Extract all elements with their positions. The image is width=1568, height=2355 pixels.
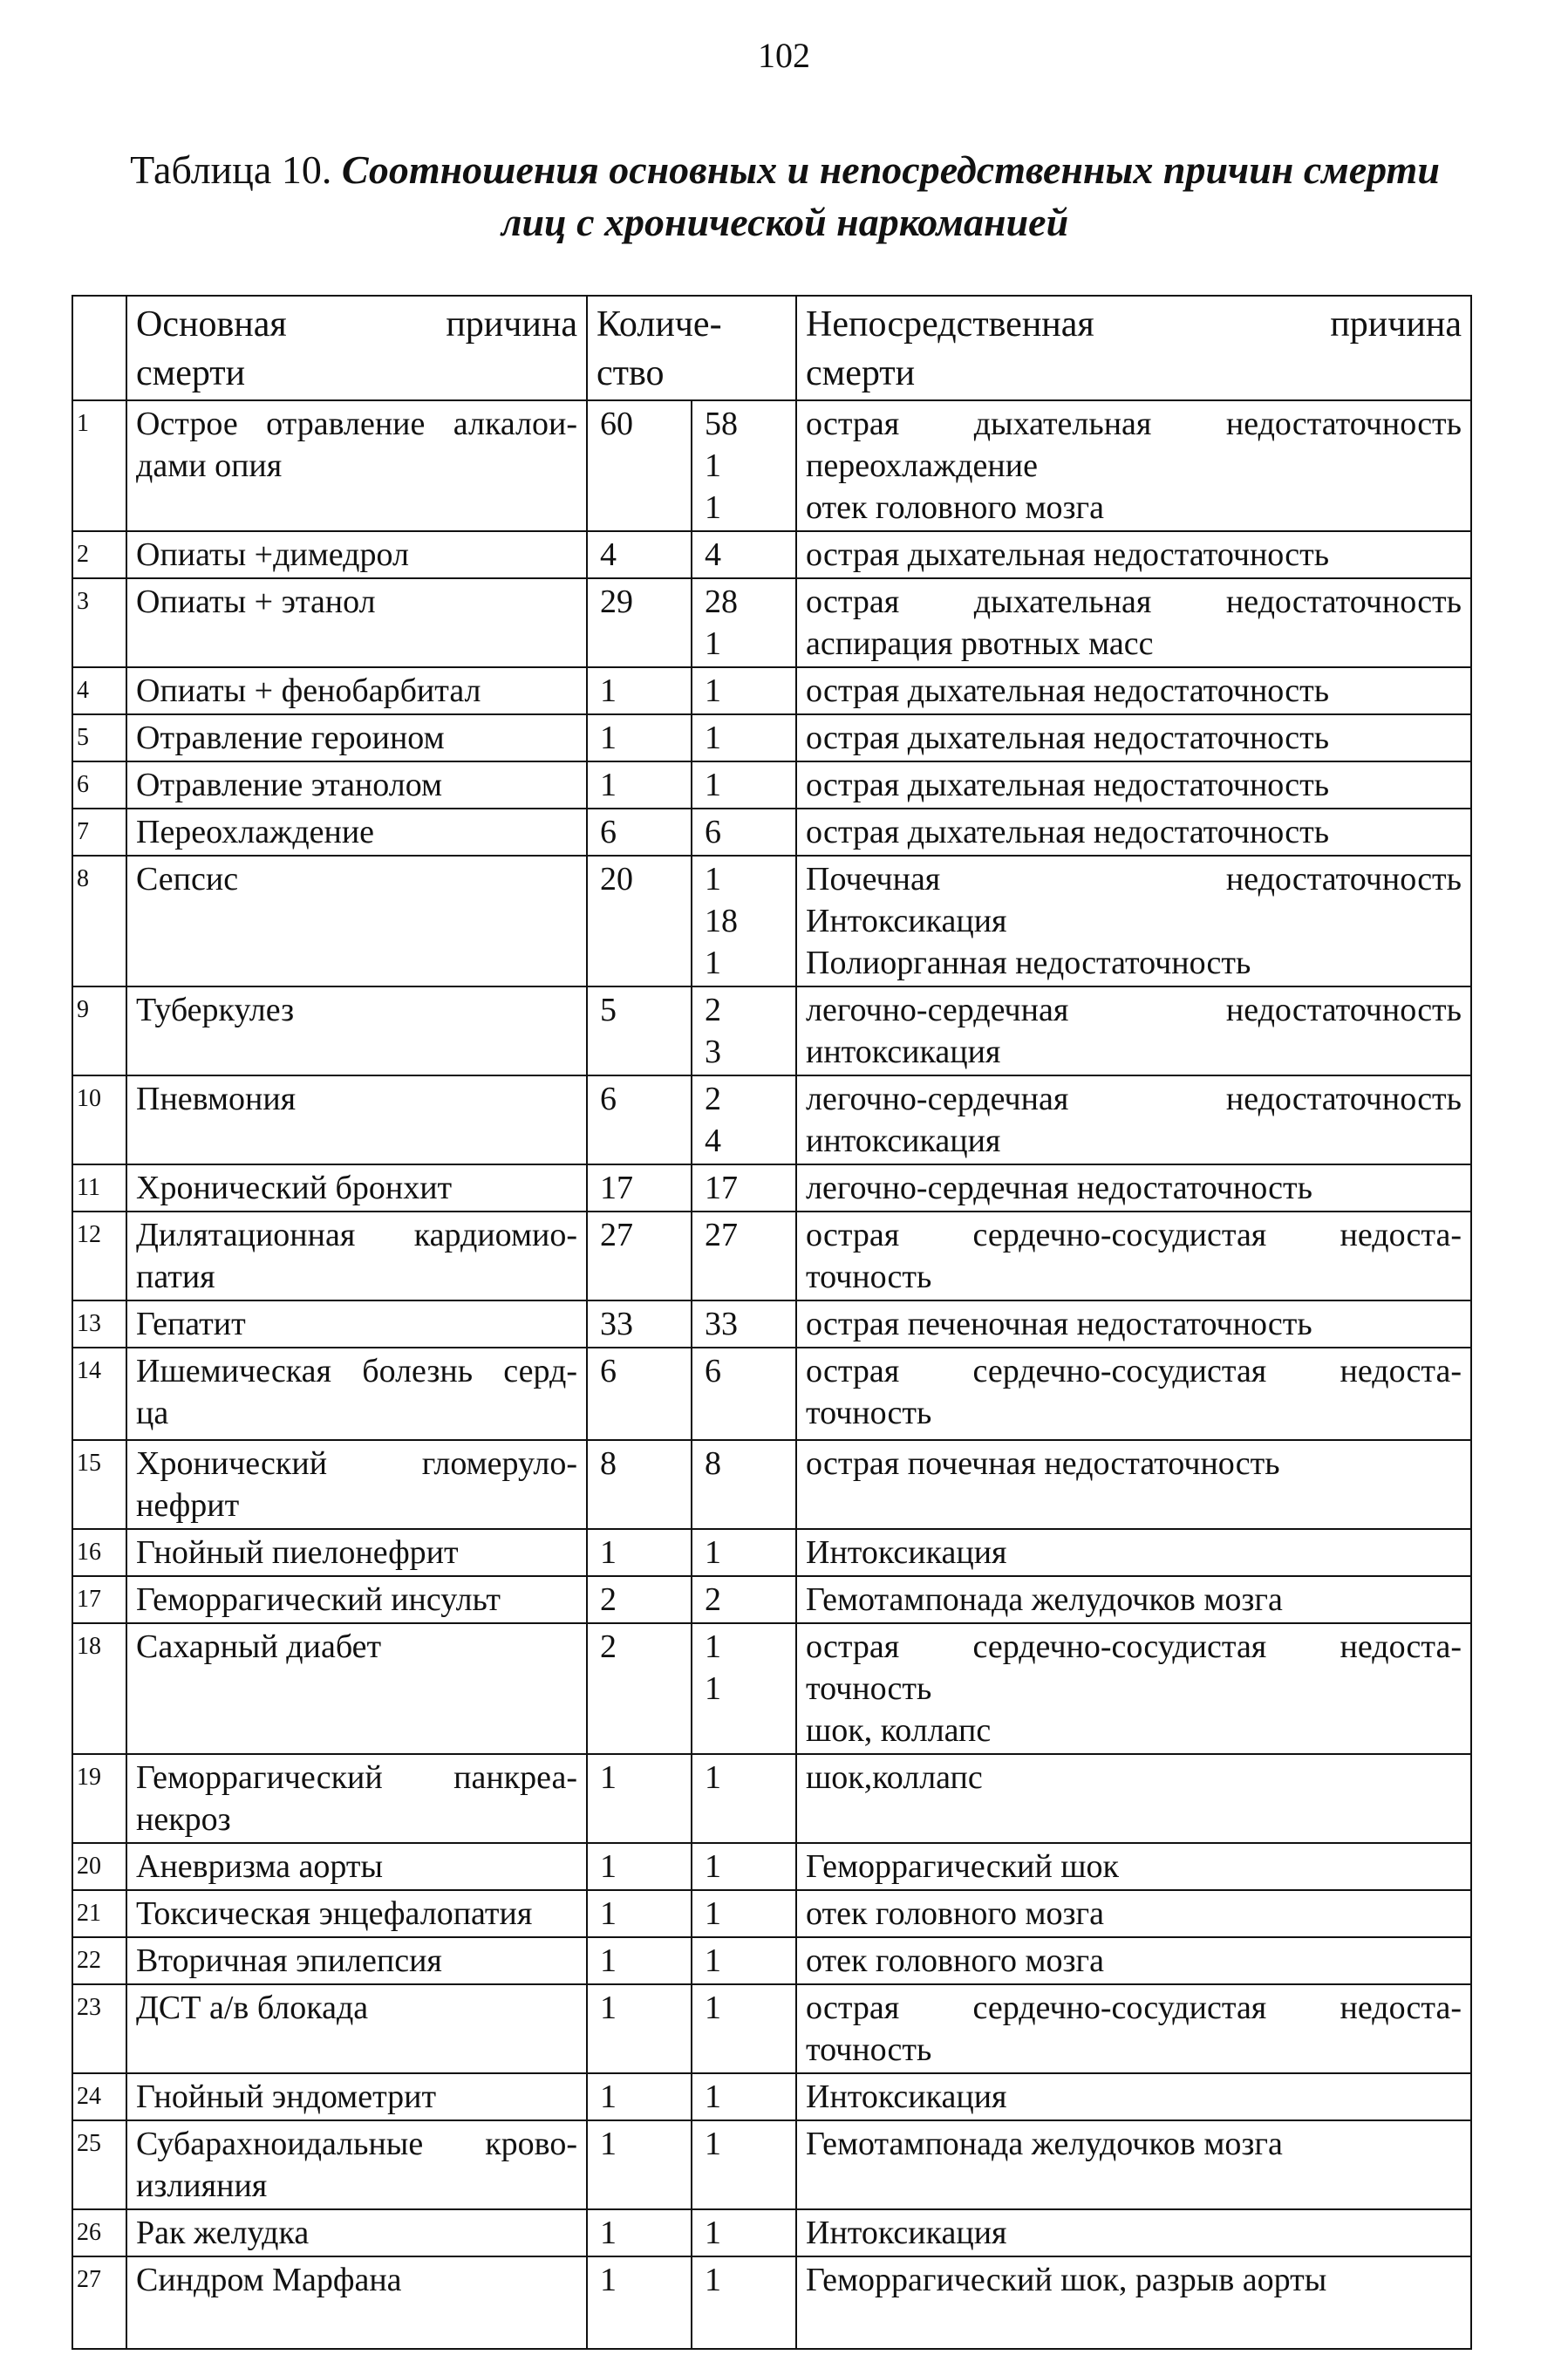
table-row xyxy=(72,531,1471,578)
breakdown-count: 1 xyxy=(705,2079,721,2115)
direct-cause-line: Гемотампонада желудочков мозга xyxy=(806,2126,1283,2162)
row-number: 14 xyxy=(72,1348,126,1440)
main-cause-line: Сепсис xyxy=(136,861,239,898)
main-cause-line: Отравление героином xyxy=(136,720,445,756)
total-count-cell: 1 xyxy=(587,761,692,809)
breakdown-count-cell xyxy=(692,1529,796,1576)
table-row xyxy=(72,986,1471,1075)
header-number xyxy=(72,296,126,400)
breakdown-count-cell xyxy=(692,2120,796,2209)
breakdown-count: 33 xyxy=(705,1306,738,1342)
direct-cause-line: острая сердечно-сосудистая недоста- xyxy=(806,1353,1462,1389)
total-count-cell: 1 xyxy=(587,1890,692,1937)
direct-cause-line: острая почечная недостаточность xyxy=(806,1445,1280,1482)
breakdown-count: 1 xyxy=(705,1848,721,1885)
table-row xyxy=(72,1164,1471,1212)
breakdown-count-cell xyxy=(692,531,796,578)
direct-cause-line: Интоксикация xyxy=(806,2215,1007,2251)
main-cause-line: Хронический бронхит xyxy=(136,1170,453,1206)
breakdown-count: 1 xyxy=(705,625,721,662)
direct-cause-cell xyxy=(796,1623,1471,1754)
main-cause-line: Пневмония xyxy=(136,1081,297,1117)
row-number: 7 xyxy=(72,809,126,856)
breakdown-count: 6 xyxy=(705,814,721,850)
total-count-cell: 1 xyxy=(587,2073,692,2120)
table-row xyxy=(72,2256,1471,2349)
breakdown-count-cell xyxy=(692,1300,796,1348)
main-cause-cell xyxy=(126,986,587,1075)
direct-cause-line: легочно-сердечная недостаточность xyxy=(806,1081,1462,1117)
main-cause-cell xyxy=(126,761,587,809)
main-cause-cell xyxy=(126,1890,587,1937)
breakdown-count-cell xyxy=(692,714,796,761)
main-cause-line: Опиаты + фенобарбитал xyxy=(136,672,481,709)
total-count-cell: 6 xyxy=(587,1348,692,1440)
direct-cause-line: точность xyxy=(806,2031,932,2068)
main-cause-line: Ишемическая болезнь серд- xyxy=(136,1353,577,1389)
total-count-cell: 6 xyxy=(587,809,692,856)
total-count-cell: 1 xyxy=(587,1754,692,1843)
breakdown-count: 1 xyxy=(705,2262,721,2298)
breakdown-count-cell xyxy=(692,1164,796,1212)
total-count-cell: 8 xyxy=(587,1440,692,1529)
row-number: 8 xyxy=(72,856,126,986)
table-row xyxy=(72,1623,1471,1754)
total-count-cell: 60 xyxy=(587,400,692,531)
main-cause-line: Дилятационная кардиомио- xyxy=(136,1217,577,1253)
direct-cause-line: Почечная недостаточность xyxy=(806,861,1462,898)
row-number: 3 xyxy=(72,578,126,667)
direct-cause-line: Геморрагический шок, разрыв аорты xyxy=(806,2262,1327,2298)
direct-cause-cell xyxy=(796,531,1471,578)
main-cause-cell xyxy=(126,1529,587,1576)
header-direct-cause xyxy=(796,296,1471,400)
table-row xyxy=(72,578,1471,667)
breakdown-count: 27 xyxy=(705,1217,738,1253)
breakdown-count-cell xyxy=(692,1843,796,1890)
main-cause-cell xyxy=(126,2256,587,2349)
row-number: 13 xyxy=(72,1300,126,1348)
header-main-cause xyxy=(126,296,587,400)
direct-cause-line: Гемотампонада желудочков мозга xyxy=(806,1581,1283,1618)
direct-cause-cell xyxy=(796,1440,1471,1529)
total-count-cell: 1 xyxy=(587,2120,692,2209)
main-cause-cell xyxy=(126,856,587,986)
breakdown-count: 1 xyxy=(705,720,721,756)
row-number: 1 xyxy=(72,400,126,531)
direct-cause-line: острая сердечно-сосудистая недоста- xyxy=(806,1217,1462,1253)
row-number: 21 xyxy=(72,1890,126,1937)
table-row xyxy=(72,1843,1471,1890)
row-number: 4 xyxy=(72,667,126,714)
breakdown-count-cell xyxy=(692,578,796,667)
row-number: 10 xyxy=(72,1075,126,1164)
direct-cause-cell xyxy=(796,2073,1471,2120)
breakdown-count: 1 xyxy=(705,1942,721,1979)
direct-cause-line: интоксикация xyxy=(806,1034,1001,1070)
row-number: 20 xyxy=(72,1843,126,1890)
header-direct-cause-line-2: смерти xyxy=(806,353,916,393)
header-main-cause-line-2: смерти xyxy=(136,353,246,393)
header-count-line-2: ство xyxy=(597,353,665,393)
breakdown-count: 1 xyxy=(705,672,721,709)
direct-cause-cell xyxy=(796,1576,1471,1623)
direct-cause-cell xyxy=(796,1843,1471,1890)
direct-cause-line: отек головного мозга xyxy=(806,1942,1104,1979)
row-number: 2 xyxy=(72,531,126,578)
direct-cause-line: острая дыхательная недостаточность xyxy=(806,406,1462,442)
direct-cause-line: точность xyxy=(806,1259,932,1295)
table-row xyxy=(72,714,1471,761)
direct-cause-cell xyxy=(796,1075,1471,1164)
main-cause-cell xyxy=(126,1212,587,1300)
breakdown-count-cell xyxy=(692,2256,796,2349)
breakdown-count: 1 xyxy=(705,1628,721,1665)
breakdown-count-cell xyxy=(692,2073,796,2120)
direct-cause-line: интоксикация xyxy=(806,1123,1001,1159)
breakdown-count-cell xyxy=(692,1576,796,1623)
header-main-cause-line-1: Основная причина xyxy=(136,304,577,345)
direct-cause-cell xyxy=(796,761,1471,809)
breakdown-count: 28 xyxy=(705,584,738,620)
main-cause-line: Гепатит xyxy=(136,1306,246,1342)
direct-cause-line: шок,коллапс xyxy=(806,1759,983,1796)
total-count-cell: 20 xyxy=(587,856,692,986)
direct-cause-line: шок, коллапс xyxy=(806,1712,992,1749)
direct-cause-line: легочно-сердечная недостаточность xyxy=(806,992,1462,1028)
breakdown-count-cell xyxy=(692,1890,796,1937)
breakdown-count: 1 xyxy=(705,489,721,526)
table-row xyxy=(72,2120,1471,2209)
total-count-cell: 2 xyxy=(587,1623,692,1754)
header-count xyxy=(587,296,796,400)
main-cause-cell xyxy=(126,1348,587,1440)
row-number: 24 xyxy=(72,2073,126,2120)
breakdown-count: 1 xyxy=(705,1895,721,1932)
main-cause-line: дами опия xyxy=(136,447,283,484)
main-cause-line: ца xyxy=(136,1395,169,1431)
breakdown-count: 1 xyxy=(705,1759,721,1796)
total-count-cell: 5 xyxy=(587,986,692,1075)
table-row xyxy=(72,1075,1471,1164)
breakdown-count: 1 xyxy=(705,861,721,898)
header-count-line-1: Количе- xyxy=(597,304,722,345)
total-count-cell: 2 xyxy=(587,1576,692,1623)
main-cause-cell xyxy=(126,2120,587,2209)
direct-cause-line: острая дыхательная недостаточность xyxy=(806,672,1330,709)
main-cause-line: Сахарный диабет xyxy=(136,1628,382,1665)
total-count-cell: 1 xyxy=(587,667,692,714)
breakdown-count: 3 xyxy=(705,1034,721,1070)
direct-cause-line: Геморрагический шок xyxy=(806,1848,1119,1885)
main-cause-cell xyxy=(126,1843,587,1890)
direct-cause-cell xyxy=(796,2256,1471,2349)
direct-cause-cell xyxy=(796,986,1471,1075)
table-title: Соотношения основных и непосредственных причин смерти xyxy=(341,147,1440,192)
main-cause-line: Опиаты +димедрол xyxy=(136,536,409,573)
row-number: 19 xyxy=(72,1754,126,1843)
breakdown-count: 1 xyxy=(705,2215,721,2251)
direct-cause-line: острая сердечно-сосудистая недоста- xyxy=(806,1990,1462,2026)
breakdown-count: 4 xyxy=(705,536,721,573)
main-cause-line: ДСТ а/в блокада xyxy=(136,1990,369,2026)
breakdown-count: 1 xyxy=(705,1990,721,2026)
main-cause-line: Токсическая энцефалопатия xyxy=(136,1895,533,1932)
breakdown-count: 1 xyxy=(705,2126,721,2162)
table-row xyxy=(72,809,1471,856)
direct-cause-line: острая дыхательная недостаточность xyxy=(806,720,1330,756)
main-cause-line: Вторичная эпилепсия xyxy=(136,1942,442,1979)
table-caption-line-1 xyxy=(52,144,1517,196)
main-cause-line: Опиаты + этанол xyxy=(136,584,376,620)
row-number: 6 xyxy=(72,761,126,809)
main-cause-cell xyxy=(126,1623,587,1754)
row-number: 12 xyxy=(72,1212,126,1300)
breakdown-count-cell xyxy=(692,809,796,856)
total-count-cell: 1 xyxy=(587,1843,692,1890)
breakdown-count-cell xyxy=(692,1440,796,1529)
direct-cause-line: острая дыхательная недостаточность xyxy=(806,814,1330,850)
direct-cause-line: Полиорганная недостаточность xyxy=(806,945,1251,981)
table-row xyxy=(72,1212,1471,1300)
direct-cause-cell xyxy=(796,578,1471,667)
breakdown-count: 1 xyxy=(705,1534,721,1571)
breakdown-count: 8 xyxy=(705,1445,721,1482)
row-number: 15 xyxy=(72,1440,126,1529)
total-count-cell: 33 xyxy=(587,1300,692,1348)
direct-cause-line: Интоксикация xyxy=(806,1534,1007,1571)
main-cause-cell xyxy=(126,667,587,714)
main-cause-line: Геморрагический панкреа- xyxy=(136,1759,577,1796)
row-number: 18 xyxy=(72,1623,126,1754)
breakdown-count: 6 xyxy=(705,1353,721,1389)
direct-cause-line: острая дыхательная недостаточность xyxy=(806,767,1330,803)
breakdown-count-cell xyxy=(692,856,796,986)
table-row xyxy=(72,1348,1471,1440)
direct-cause-line: отек головного мозга xyxy=(806,489,1104,526)
main-cause-line: Переохлаждение xyxy=(136,814,375,850)
main-cause-line: патия xyxy=(136,1259,215,1295)
table-row xyxy=(72,1300,1471,1348)
breakdown-count: 4 xyxy=(705,1123,721,1159)
total-count-cell: 4 xyxy=(587,531,692,578)
row-number: 26 xyxy=(72,2209,126,2256)
total-count-cell: 1 xyxy=(587,1529,692,1576)
direct-cause-cell xyxy=(796,667,1471,714)
main-cause-cell xyxy=(126,1164,587,1212)
main-cause-line: Субарахноидальные крово- xyxy=(136,2126,577,2162)
direct-cause-cell xyxy=(796,1212,1471,1300)
main-cause-line: Рак желудка xyxy=(136,2215,310,2251)
breakdown-count-cell xyxy=(692,1075,796,1164)
table-row xyxy=(72,1754,1471,1843)
breakdown-count-cell xyxy=(692,1754,796,1843)
breakdown-count: 17 xyxy=(705,1170,738,1206)
table-row xyxy=(72,1576,1471,1623)
main-cause-line: Аневризма аорты xyxy=(136,1848,384,1885)
total-count-cell: 1 xyxy=(587,2256,692,2349)
direct-cause-cell xyxy=(796,2209,1471,2256)
direct-cause-cell xyxy=(796,1348,1471,1440)
direct-cause-line: отек головного мозга xyxy=(806,1895,1104,1932)
main-cause-cell xyxy=(126,714,587,761)
table-row xyxy=(72,1984,1471,2073)
row-number: 5 xyxy=(72,714,126,761)
header-direct-cause-line-1: Непосредственная причина xyxy=(806,304,1462,345)
main-cause-cell xyxy=(126,1576,587,1623)
breakdown-count-cell xyxy=(692,986,796,1075)
breakdown-count-cell xyxy=(692,761,796,809)
breakdown-count: 2 xyxy=(705,992,721,1028)
direct-cause-line: острая сердечно-сосудистая недоста- xyxy=(806,1628,1462,1665)
table-row xyxy=(72,1937,1471,1984)
table-row xyxy=(72,2209,1471,2256)
main-cause-cell xyxy=(126,2209,587,2256)
row-number: 17 xyxy=(72,1576,126,1623)
main-cause-cell xyxy=(126,1937,587,1984)
total-count-cell: 17 xyxy=(587,1164,692,1212)
breakdown-count-cell xyxy=(692,1937,796,1984)
main-cause-line: Синдром Марфана xyxy=(136,2262,402,2298)
main-cause-line: Туберкулез xyxy=(136,992,295,1028)
breakdown-count-cell xyxy=(692,400,796,531)
direct-cause-cell xyxy=(796,809,1471,856)
main-cause-line: Острое отравление алкалои- xyxy=(136,406,577,442)
table-row xyxy=(72,1890,1471,1937)
breakdown-count: 1 xyxy=(705,767,721,803)
main-cause-line: Гнойный эндометрит xyxy=(136,2079,437,2115)
direct-cause-cell xyxy=(796,1890,1471,1937)
direct-cause-line: острая дыхательная недостаточность xyxy=(806,584,1462,620)
table-row xyxy=(72,761,1471,809)
main-cause-cell xyxy=(126,1984,587,2073)
breakdown-count: 58 xyxy=(705,406,738,442)
main-cause-line: Хронический гломеруло- xyxy=(136,1445,577,1482)
direct-cause-line: точность xyxy=(806,1670,932,1707)
direct-cause-line: острая дыхательная недостаточность xyxy=(806,536,1330,573)
main-cause-line: излияния xyxy=(136,2167,268,2204)
table-label: Таблица 10. xyxy=(130,147,342,192)
main-cause-cell xyxy=(126,1300,587,1348)
row-number: 16 xyxy=(72,1529,126,1576)
total-count-cell: 1 xyxy=(587,1984,692,2073)
main-cause-cell xyxy=(126,531,587,578)
main-cause-line: нефрит xyxy=(136,1487,240,1524)
direct-cause-cell xyxy=(796,1300,1471,1348)
table-body xyxy=(72,400,1471,2349)
total-count-cell: 29 xyxy=(587,578,692,667)
total-count-cell: 1 xyxy=(587,1937,692,1984)
direct-cause-cell xyxy=(796,1529,1471,1576)
main-cause-cell xyxy=(126,1440,587,1529)
main-cause-cell xyxy=(126,1754,587,1843)
breakdown-count-cell xyxy=(692,1212,796,1300)
table-row xyxy=(72,400,1471,531)
direct-cause-cell xyxy=(796,2120,1471,2209)
row-number: 9 xyxy=(72,986,126,1075)
table-row xyxy=(72,856,1471,986)
table-header-row xyxy=(72,296,1471,400)
causes-table xyxy=(72,295,1472,2350)
direct-cause-line: Интоксикация xyxy=(806,2079,1007,2115)
total-count-cell: 6 xyxy=(587,1075,692,1164)
breakdown-count-cell xyxy=(692,1348,796,1440)
direct-cause-cell xyxy=(796,1754,1471,1843)
direct-cause-line: точность xyxy=(806,1395,932,1431)
breakdown-count: 1 xyxy=(705,945,721,981)
direct-cause-line: острая печеночная недостаточность xyxy=(806,1306,1312,1342)
breakdown-count: 1 xyxy=(705,1670,721,1707)
direct-cause-line: Интоксикация xyxy=(806,903,1007,939)
breakdown-count: 1 xyxy=(705,447,721,484)
table-row xyxy=(72,1440,1471,1529)
table-row xyxy=(72,1529,1471,1576)
row-number: 22 xyxy=(72,1937,126,1984)
total-count-cell: 1 xyxy=(587,714,692,761)
main-cause-cell xyxy=(126,809,587,856)
breakdown-count: 2 xyxy=(705,1581,721,1618)
page-number: 102 xyxy=(758,36,810,75)
main-cause-line: Отравление этанолом xyxy=(136,767,443,803)
breakdown-count: 18 xyxy=(705,903,738,939)
table-caption xyxy=(52,144,1517,249)
table-row xyxy=(72,2073,1471,2120)
main-cause-cell xyxy=(126,2073,587,2120)
table-title-line-2: лиц с хронической наркоманией xyxy=(501,200,1069,244)
direct-cause-line: легочно-сердечная недостаточность xyxy=(806,1170,1312,1206)
row-number: 23 xyxy=(72,1984,126,2073)
total-count-cell: 1 xyxy=(587,2209,692,2256)
direct-cause-line: переохлаждение xyxy=(806,447,1038,484)
main-cause-cell xyxy=(126,400,587,531)
direct-cause-line: аспирация рвотных масс xyxy=(806,625,1154,662)
row-number: 11 xyxy=(72,1164,126,1212)
breakdown-count-cell xyxy=(692,667,796,714)
breakdown-count-cell xyxy=(692,2209,796,2256)
direct-cause-cell xyxy=(796,400,1471,531)
main-cause-line: Геморрагический инсульт xyxy=(136,1581,501,1618)
breakdown-count-cell xyxy=(692,1623,796,1754)
main-cause-cell xyxy=(126,578,587,667)
direct-cause-cell xyxy=(796,856,1471,986)
direct-cause-cell xyxy=(796,1164,1471,1212)
main-cause-line: Гнойный пиелонефрит xyxy=(136,1534,459,1571)
direct-cause-cell xyxy=(796,714,1471,761)
main-cause-cell xyxy=(126,1075,587,1164)
direct-cause-cell xyxy=(796,1984,1471,2073)
total-count-cell: 27 xyxy=(587,1212,692,1300)
breakdown-count-cell xyxy=(692,1984,796,2073)
direct-cause-cell xyxy=(796,1937,1471,1984)
row-number: 27 xyxy=(72,2256,126,2349)
table-row xyxy=(72,667,1471,714)
row-number: 25 xyxy=(72,2120,126,2209)
breakdown-count: 2 xyxy=(705,1081,721,1117)
main-cause-line: некроз xyxy=(136,1801,231,1838)
